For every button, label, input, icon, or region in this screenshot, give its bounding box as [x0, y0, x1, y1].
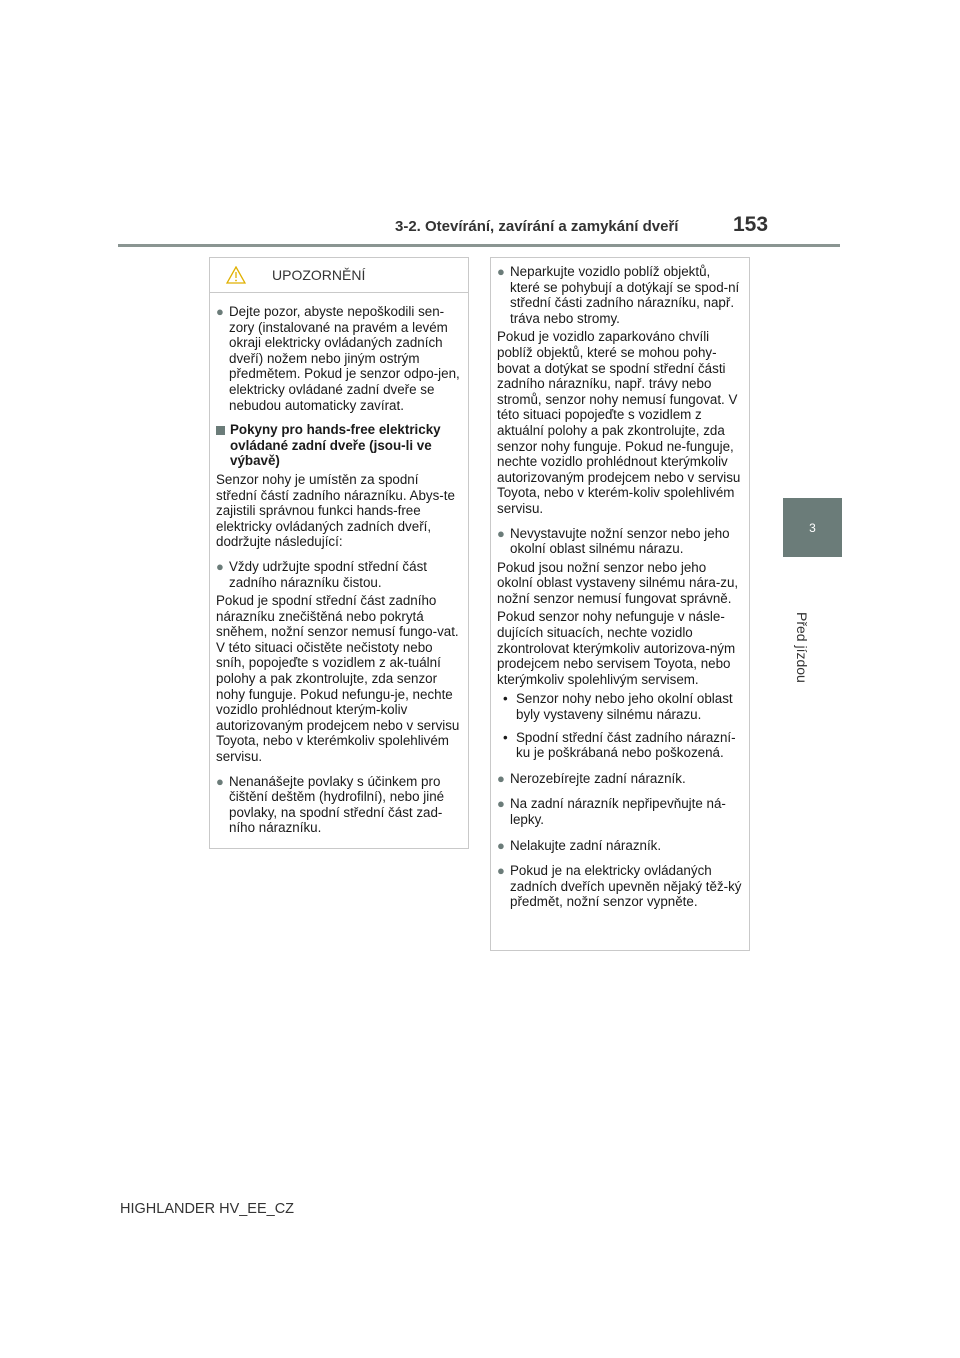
left-content	[210, 293, 468, 836]
chapter-label: Před jízdou	[794, 612, 810, 683]
subsection-heading	[216, 422, 462, 469]
list-item	[497, 771, 743, 787]
square-bullet-icon	[216, 422, 230, 469]
bullet-icon: ●	[216, 558, 224, 574]
dot-marker: •	[503, 691, 508, 707]
bullet-text: Nevystavujte nožní senzor nebo jeho okolní oblast silnému nárazu.	[510, 525, 730, 557]
footer-model-code: HIGHLANDER HV_EE_CZ	[120, 1201, 295, 1217]
chapter-number: 3	[809, 520, 816, 535]
chapter-tab	[783, 498, 842, 557]
sub-text: Spodní střední část zadního nárazní-ku je poškrábaná nebo poškozená.	[516, 729, 736, 761]
list-item	[216, 304, 462, 413]
right-content	[491, 258, 749, 910]
list-item	[497, 863, 743, 910]
bullet-icon: ●	[216, 304, 224, 319]
list-item	[497, 838, 743, 854]
sub-list-item	[497, 691, 743, 722]
list-item	[497, 796, 743, 827]
list-item	[497, 264, 743, 326]
warning-box-left	[209, 257, 469, 849]
bullet-text: Nerozebírejte zadní nárazník.	[510, 770, 686, 786]
bullet-icon: ●	[216, 773, 224, 789]
bullet-text: Nelakujte zadní nárazník.	[510, 837, 662, 853]
bullet-icon: ●	[497, 796, 505, 812]
bullet-text: Vždy udržujte spodní střední část zadního nárazníku čistou.	[229, 558, 427, 590]
bullet-text: Pokud je na elektricky ovládaných zadních dveřích upevněn nějaký těž-ký předmět, nožní senzor vypněte.	[510, 863, 742, 910]
paragraph: Pokud jsou nožní senzor nebo jeho okolní oblast vystaveny silnému nára-zu, nožní senzor nemusí fungovat správně.	[497, 559, 739, 606]
warning-box-right	[490, 257, 750, 951]
sub-list-item	[497, 730, 743, 761]
page-number: 153	[733, 213, 769, 236]
heading-text: Pokyny pro hands-free elektricky ovládané zadní dveře (jsou-li ve výbavě)	[230, 422, 441, 469]
bullet-icon: ●	[497, 863, 505, 879]
bullet-text: Neparkujte vozidlo poblíž objektů, které se pohybují a dotýkají se spod-ní střední části zadního nárazníku, např. tráva nebo stromy.	[510, 264, 740, 326]
list-item	[216, 774, 462, 836]
list-item	[216, 559, 462, 590]
paragraph: Pokud senzor nohy nefunguje v násle-dujících situacích, nechte vozidlo zkontrolovat kterýmkoliv autorizova-ným prodejcem nebo servisem Toyota, nebo kterýmkoliv spolehlivým servisem.	[497, 609, 736, 687]
bullet-icon: ●	[497, 264, 505, 279]
paragraph: Pokud je spodní střední část zadního nárazníku znečištěná nebo pokrytá sněhem, nožní senzor nemusí fungo-vat. V této situaci očistěte nečistoty nebo sníh, popojeďte s vozidlem z ak-tuální polohy a pak zkontrolujte, zda senzor nohy funguje. Pokud nefungu-je, nechte vozidlo prohlédnout kterým-koliv autorizovaným prodejcem nebo v servisu Toyota, nebo v kterémkoliv spolehlivém servisu.	[216, 593, 460, 765]
sub-text: Senzor nohy nebo jeho okolní oblast byly vystaveny silnému nárazu.	[516, 691, 733, 723]
warning-header	[210, 258, 468, 293]
dot-marker: •	[503, 729, 508, 745]
bullet-icon: ●	[497, 525, 505, 541]
section-title: 3-2. Otevírání, zavírání a zamykání dveří	[395, 218, 679, 235]
bullet-icon: ●	[497, 837, 505, 853]
warning-heading: UPOZORNĚNÍ	[272, 267, 366, 283]
bullet-text: Nenanášejte povlaky s účinkem pro čištění deštěm (hydrofilní), nebo jiné povlaky, na spodní střední část zad-ního nárazníku.	[229, 773, 445, 836]
header-divider	[118, 244, 840, 247]
bullet-text: Dejte pozor, abyste nepoškodili sen-zory (instalované na pravém a levém okraji elektricky ovládaných zadních dveří) nožem nebo jiným ostrým předmětem. Pokud je senzor odpo-jen, elektricky ovládané zadní dveře se nebudou automaticky zavírat.	[229, 304, 460, 413]
warning-triangle-icon	[226, 266, 246, 284]
bullet-text: Na zadní nárazník nepřipevňujte ná-lepky.	[510, 796, 726, 827]
paragraph: Pokud je vozidlo zaparkováno chvíli poblíž objektů, které se mohou pohy-bovat a dotýkat se spodní střední části zadního nárazníku, např. trávy nebo stromů, senzor nohy nemusí fungovat. V této situaci popojeďte s vozidlem z aktuální polohy a pak zkontrolujte, zda senzor nohy funguje. Pokud ne-funguje, nechte vozidlo prohlédnout kterýmkoliv autorizovaným prodejcem nebo v servisu Toyota, nebo v kterém-koliv spolehlivém servisu.	[497, 329, 741, 516]
bullet-icon: ●	[497, 770, 505, 786]
list-item	[497, 526, 743, 557]
paragraph: Senzor nohy je umístěn za spodní střední částí zadního nárazníku. Abys-te zajistili správnou funkci hands-free elektricky ovládaných zadních dveří, dodržujte následující:	[216, 471, 455, 550]
